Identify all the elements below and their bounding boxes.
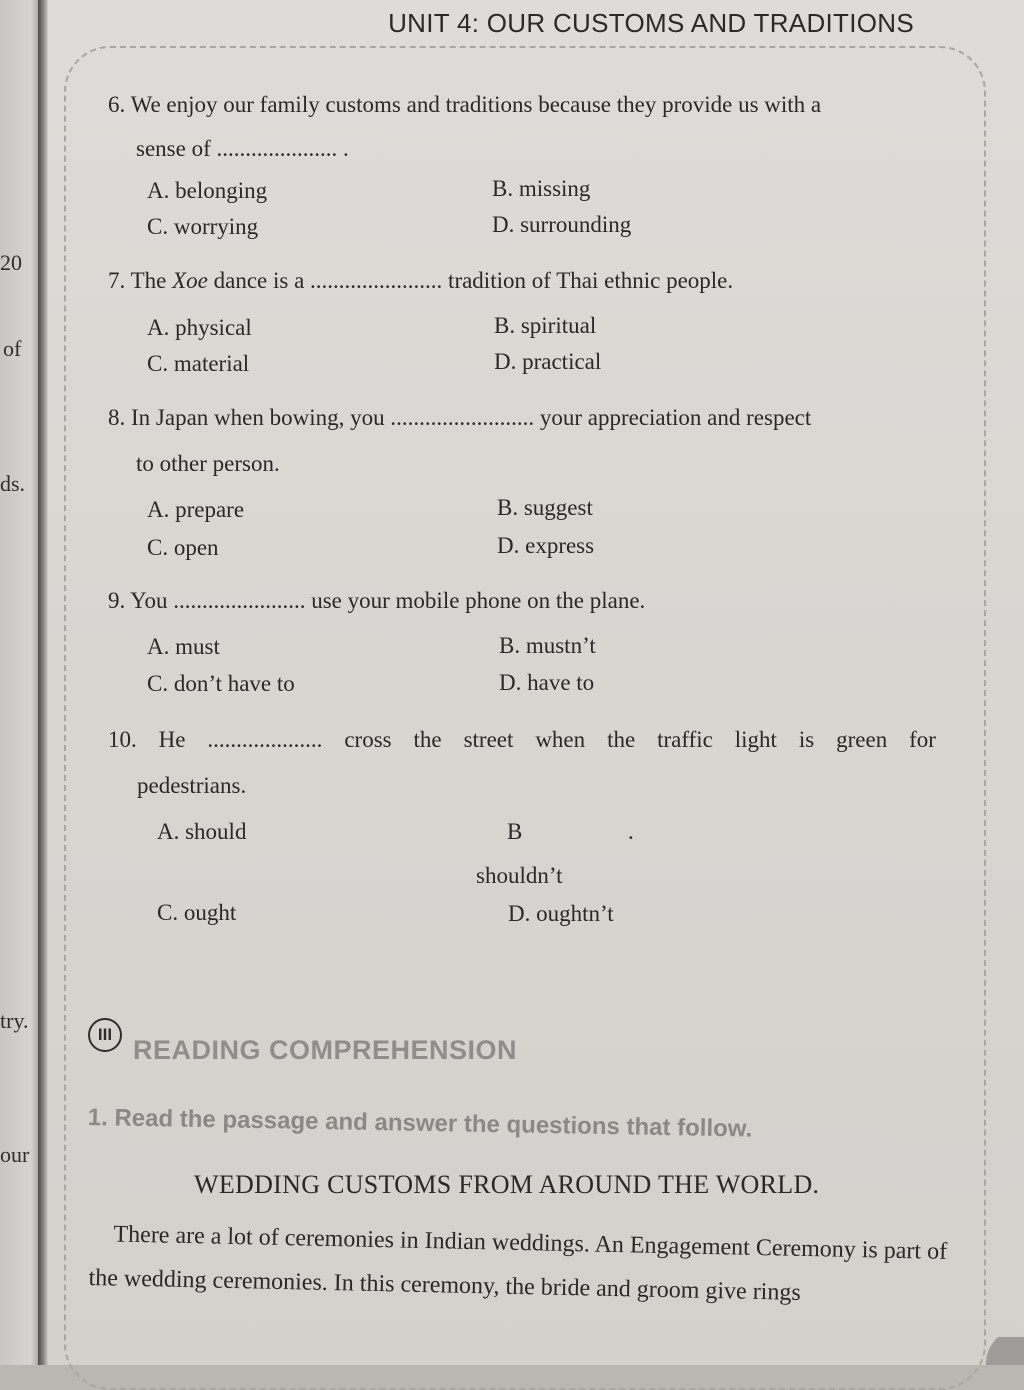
word: green — [836, 727, 888, 752]
option-b[interactable]: B. missing — [492, 176, 591, 201]
question-number: 6. — [108, 92, 126, 117]
passage-text: There are a lot of ceremonies in Indian weddings. An Engagement Ceremony is part of the wedding ceremonies. In this ceremony, the bride and groom give rings — [88, 1221, 948, 1306]
question-number: 8. — [108, 405, 126, 430]
option-d[interactable]: D. surrounding — [492, 212, 632, 237]
question-7 — [108, 268, 733, 294]
margin-fragment: our — [0, 1142, 30, 1167]
question-10-continued: pedestrians. — [137, 773, 247, 798]
option-b[interactable]: B. mustn’t — [499, 633, 596, 658]
option-b[interactable]: B. suggest — [497, 495, 593, 520]
question-text-italic: Xoe — [172, 268, 208, 293]
margin-fragment: 20 — [0, 250, 22, 275]
word: traffic — [657, 727, 713, 752]
option-a[interactable]: A. belonging — [147, 178, 268, 203]
word: the — [413, 727, 442, 752]
question-number: 10. — [108, 727, 137, 752]
word: the — [607, 727, 636, 752]
word: He — [158, 727, 186, 752]
word: cross — [344, 727, 392, 752]
task-instruction: 1. Read the passage and answer the questions that follow. — [87, 1104, 753, 1143]
option-a[interactable]: A. prepare — [147, 497, 245, 522]
question-text: You ....................... use your mobile phone on the plane. — [130, 588, 646, 613]
option-a[interactable]: A. physical — [147, 315, 252, 340]
option-d[interactable]: D. express — [497, 533, 595, 558]
option-c[interactable]: C. material — [147, 351, 250, 376]
word: street — [463, 727, 514, 752]
question-8-continued: to other person. — [136, 451, 280, 476]
question-9 — [108, 588, 645, 614]
word: light — [734, 727, 777, 752]
question-text: We enjoy our family customs and traditions because they provide us with a — [130, 92, 822, 117]
section-number-badge: III — [88, 1018, 122, 1052]
option-c[interactable]: C. worrying — [147, 214, 259, 239]
question-8 — [108, 405, 811, 431]
question-6-continued: sense of ..................... . — [136, 136, 349, 161]
option-a[interactable]: A. must — [147, 634, 220, 659]
question-number: 9. — [108, 588, 126, 613]
question-text: In Japan when bowing, you ......................... your appreciation and respect — [131, 405, 812, 430]
option-c[interactable]: C. ought — [157, 900, 237, 925]
section-title: READING COMPREHENSION — [133, 1035, 518, 1065]
page-corner — [968, 1337, 1024, 1365]
margin-fragment: try. — [0, 1008, 29, 1033]
option-b-letter[interactable]: B — [507, 819, 523, 844]
option-d[interactable]: D. oughtn’t — [508, 901, 614, 926]
question-10 — [108, 727, 936, 753]
margin-fragment: of — [3, 336, 22, 361]
option-c[interactable]: C. don’t have to — [147, 671, 295, 696]
book-spine — [38, 0, 48, 1365]
question-text-start: The — [130, 268, 173, 293]
option-d[interactable]: D. practical — [494, 349, 602, 374]
option-d[interactable]: D. have to — [499, 670, 595, 695]
margin-fragment: ds. — [0, 471, 26, 496]
question-number: 7. — [108, 268, 126, 293]
question-text-end: dance is a ....................... tradition of Thai ethnic people. — [207, 268, 734, 293]
word: for — [909, 727, 936, 752]
word: when — [535, 727, 586, 752]
passage-title: WEDDING CUSTOMS FROM AROUND THE WORLD. — [194, 1170, 820, 1199]
unit-title: UNIT 4: OUR CUSTOMS AND TRADITIONS — [388, 8, 914, 38]
question-6 — [108, 92, 821, 118]
word: is — [798, 727, 815, 752]
answer-blank: .................... — [207, 727, 323, 752]
option-b-dot: . — [628, 819, 634, 844]
option-a[interactable]: A. should — [157, 819, 247, 844]
option-c[interactable]: C. open — [147, 535, 219, 560]
option-b-text[interactable]: shouldn’t — [476, 863, 563, 888]
option-b[interactable]: B. spiritual — [494, 313, 597, 338]
